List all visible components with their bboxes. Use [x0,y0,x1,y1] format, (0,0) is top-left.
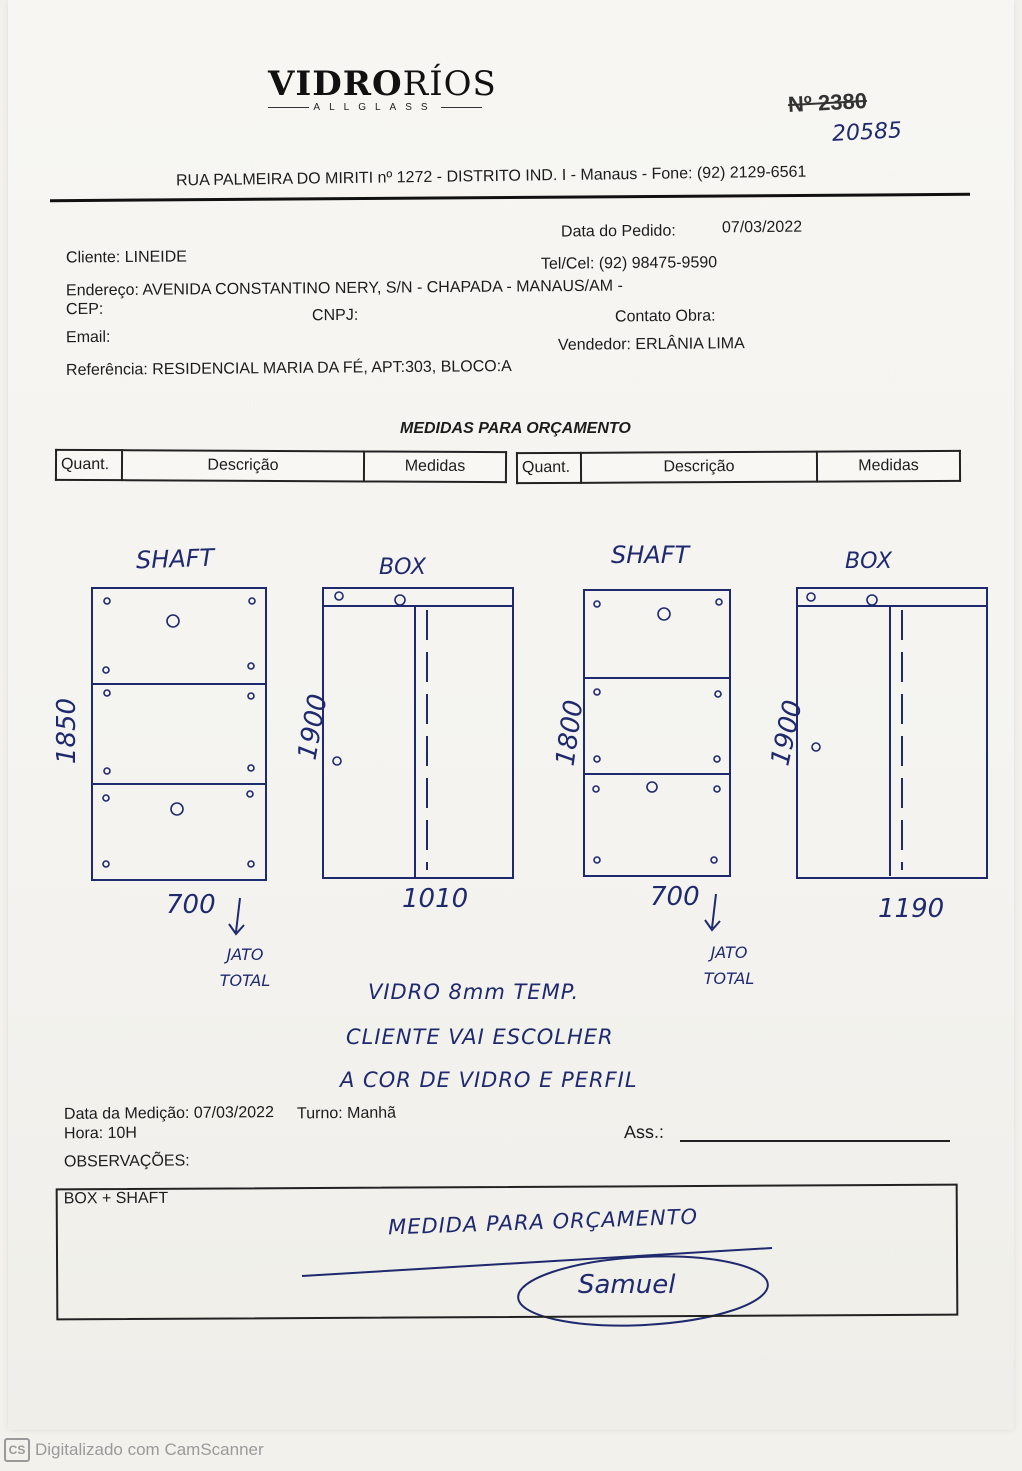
box-1-outline [323,588,513,878]
cnpj-label: CNPJ: [311,306,359,325]
note-line-3: A COR DE VIDRO E PERFIL [340,1068,638,1092]
box-2-height: 1900 [765,697,809,769]
sketch-label-shaft-1: SHAFT [135,543,215,575]
reference-field: Referência: RESIDENCIAL MARIA DA FÉ, APT:303, BLOCO:A [65,358,512,379]
note-line-1: VIDRO 8mm TEMP. [368,980,580,1004]
shaft-2-arrow [705,894,720,930]
order-number-printed: Nº 2380 [787,87,868,118]
site-contact-label: Contato Obra: [614,307,716,326]
order-date-value: 07/03/2022 [721,218,803,237]
client-field: Cliente: LINEIDE [65,248,188,267]
shaft-1-outline [92,588,266,880]
company-address: RUA PALMEIRA DO MIRITI nº 1272 - DISTRITO IND. I - Manaus - Fone: (92) 2129-6561 [175,163,807,190]
shaft-1-finish-note: JATO TOTAL [219,945,271,990]
cep-label: CEP: [65,300,104,319]
sketch-label-shaft-2: SHAFT [611,541,690,569]
shaft-1-width: 700 [166,890,216,920]
logo-subtitle: ALLGLASS [313,102,437,113]
header-measures: Medidas [817,451,960,482]
box-1-width: 1010 [402,884,469,914]
seller-field: Vendedor: ERLÂNIA LIMA [557,335,745,354]
email-label: Email: [65,328,111,347]
box-2-outline [797,588,987,878]
header-description: Descrição [122,450,364,481]
observations-label: OBSERVAÇÕES: [63,1152,190,1171]
order-number-handwritten: 20585 [831,118,903,147]
camscanner-icon: CS [4,1438,30,1462]
logo-bold-text: VIDRO [268,64,403,104]
shaft-2-finish-note: JATO TOTAL [703,943,755,988]
signature-line [680,1140,950,1142]
measurement-shift: Turno: Manhã [296,1104,397,1123]
scanner-watermark [4,1438,264,1462]
shaft-2-outline [584,590,730,876]
signature-label: Ass.: [623,1121,665,1143]
sketch-label-box-1: BOX [379,555,426,580]
measurement-time: Hora: 10H [63,1124,137,1143]
shaft-1-arrow [229,898,244,934]
shaft-2-height: 1800 [550,698,590,768]
signature: Samuel [578,1270,676,1300]
sketch-label-box-2: BOX [845,549,892,574]
note-line-2: CLIENTE VAI ESCOLHER [346,1025,614,1049]
logo-light-text: RÍOS [402,64,497,104]
box-1-height: 1900 [292,691,334,763]
address-field: Endereço: AVENIDA CONSTANTINO NERY, S/N - CHAPADA - MANAUS/AM - [65,277,623,300]
observations-handwritten: MEDIDA PARA ORÇAMENTO [387,1204,699,1240]
section-title: MEDIDAS PARA ORÇAMENTO [400,420,631,437]
header-quant: Quant. [517,453,581,483]
phone-field: Tel/Cel: (92) 98475-9590 [540,254,718,273]
scanner-text: Digitalizado com CamScanner [35,1440,264,1459]
box-2-width: 1190 [878,894,945,924]
measurement-date: Data da Medição: 07/03/2022 [63,1104,275,1123]
header-measures: Medidas [364,451,506,482]
order-date-label: Data do Pedido: [560,222,676,241]
observations-box [56,1184,959,1321]
observations-text: BOX + SHAFT [63,1189,169,1208]
header-quant: Quant. [56,450,122,480]
shaft-1-height: 1850 [52,697,83,765]
header-description: Descrição [581,452,817,483]
shaft-2-width: 700 [650,882,700,912]
